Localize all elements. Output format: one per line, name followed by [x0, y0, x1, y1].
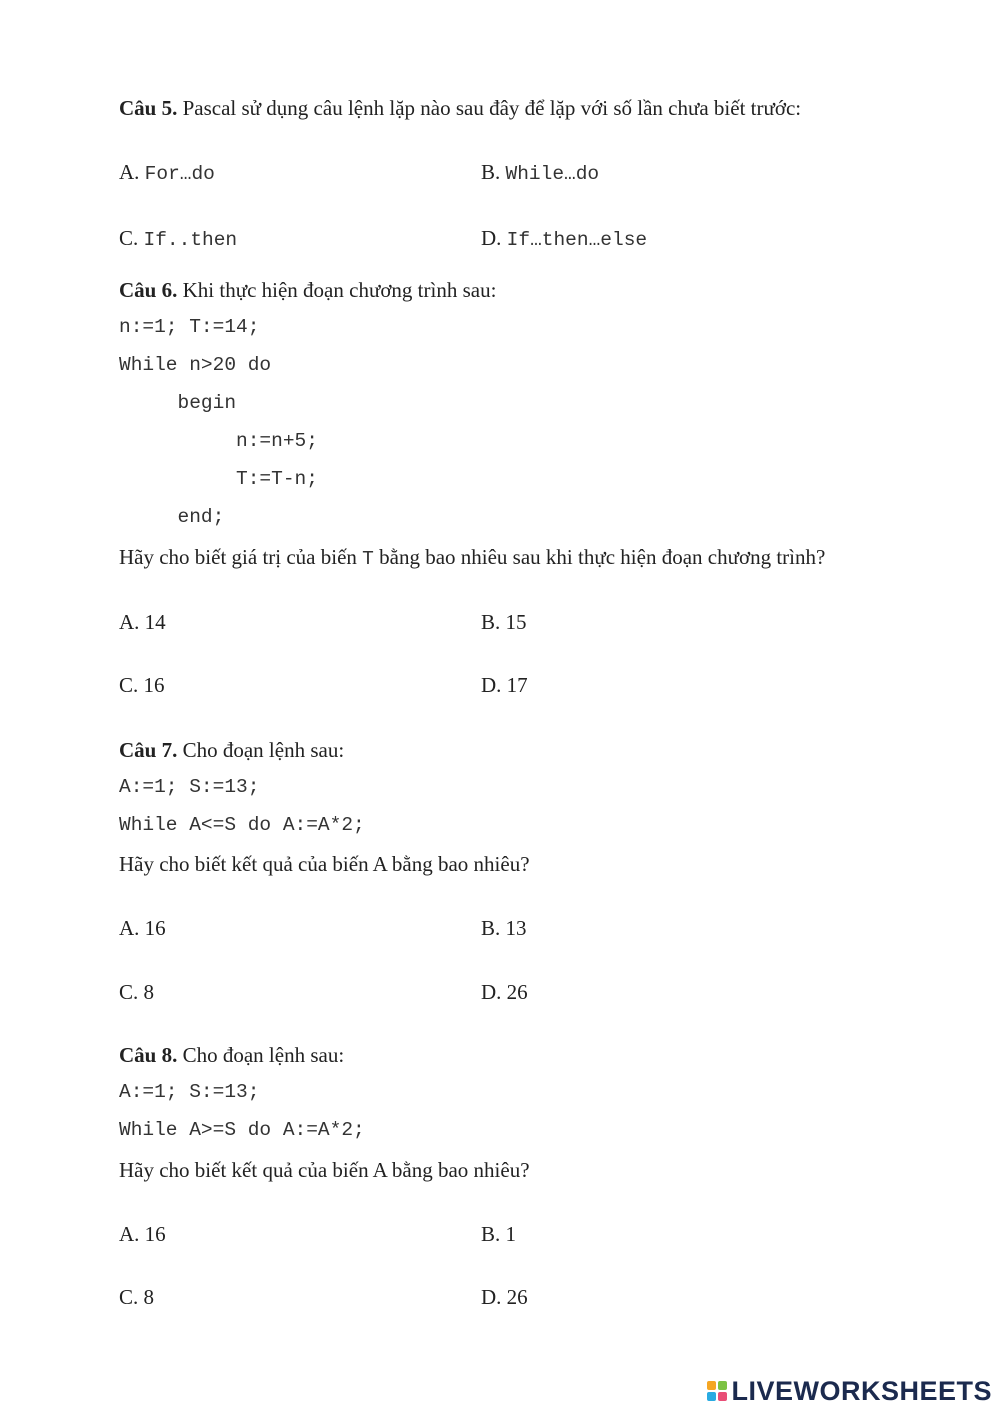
q6-question [119, 280, 496, 301]
liveworksheets-logo-icon [707, 1381, 727, 1401]
option-letter: B. [481, 160, 501, 184]
option-letter: D. [481, 226, 502, 250]
option-letter: C. [119, 1285, 139, 1309]
option-value: For…do [144, 163, 215, 185]
option-letter: B. [481, 916, 501, 940]
q5-option-c [119, 228, 237, 251]
q6-option-d [481, 675, 528, 696]
q7-option-b [481, 918, 527, 939]
q6-option-c [119, 675, 165, 696]
q6-code-line: begin [119, 392, 237, 414]
logo-square [707, 1381, 716, 1390]
option-value: If..then [143, 229, 238, 251]
option-value: 8 [143, 980, 155, 1004]
q7-text: Cho đoạn lệnh sau: [177, 738, 345, 762]
q5-text: Pascal sử dụng câu lệnh lặp nào sau đây để lặp với số lần chưa biết trước: [177, 96, 802, 120]
q8-option-a [119, 1224, 166, 1245]
option-letter: C. [119, 980, 139, 1004]
liveworksheets-logo [707, 1377, 992, 1405]
prompt-text: Hãy cho biết giá trị của biến [119, 545, 363, 569]
q6-prompt [119, 547, 825, 570]
logo-text: LIVEWORKSHEETS [731, 1375, 992, 1406]
option-value: 16 [144, 916, 166, 940]
option-letter: C. [119, 673, 139, 697]
q5-label: Câu 5. [119, 96, 178, 120]
q6-code-line: end; [119, 506, 225, 528]
q8-label: Câu 8. [119, 1043, 178, 1067]
q6-code-line: n:=n+5; [119, 430, 318, 452]
option-letter: B. [481, 1222, 501, 1246]
option-letter: D. [481, 980, 502, 1004]
q6-text: Khi thực hiện đoạn chương trình sau: [177, 278, 497, 302]
option-value: While…do [505, 163, 600, 185]
option-value: 16 [144, 1222, 166, 1246]
option-letter: D. [481, 673, 502, 697]
option-value: 13 [505, 916, 527, 940]
option-value: 15 [505, 610, 527, 634]
q7-option-d [481, 982, 528, 1003]
q5-option-a [119, 162, 215, 185]
option-letter: C. [119, 226, 139, 250]
option-value: 16 [143, 673, 165, 697]
option-value: If…then…else [506, 229, 648, 251]
q7-code-line: While A<=S do A:=A*2; [119, 814, 365, 836]
q8-code-line: A:=1; S:=13; [119, 1081, 260, 1103]
q8-prompt: Hãy cho biết kết quả của biến A bằng bao nhiêu? [119, 1158, 530, 1182]
q7-option-c [119, 982, 154, 1003]
option-letter: B. [481, 610, 501, 634]
logo-square [718, 1392, 727, 1401]
q8-option-b [481, 1224, 516, 1245]
q5-question [119, 98, 801, 119]
option-letter: A. [119, 916, 140, 940]
prompt-variable: T [362, 548, 374, 570]
q5-option-b [481, 162, 599, 185]
q8-text: Cho đoạn lệnh sau: [177, 1043, 345, 1067]
q8-question [119, 1045, 344, 1066]
q5-option-d [481, 228, 647, 251]
q7-label: Câu 7. [119, 738, 178, 762]
option-value: 17 [506, 673, 528, 697]
q8-option-c [119, 1287, 154, 1308]
q6-option-a [119, 612, 166, 633]
option-value: 1 [505, 1222, 517, 1246]
logo-square [707, 1392, 716, 1401]
option-letter: A. [119, 1222, 140, 1246]
q7-option-a [119, 918, 166, 939]
q8-option-d [481, 1287, 528, 1308]
q7-prompt: Hãy cho biết kết quả của biến A bằng bao nhiêu? [119, 852, 530, 876]
option-value: 26 [506, 980, 528, 1004]
q6-code-line: n:=1; T:=14; [119, 316, 260, 338]
q6-code-line: T:=T-n; [119, 468, 318, 490]
q7-code-line: A:=1; S:=13; [119, 776, 260, 798]
option-value: 8 [143, 1285, 155, 1309]
q6-code-line: While n>20 do [119, 354, 272, 376]
q6-option-b [481, 612, 527, 633]
logo-square [718, 1381, 727, 1390]
option-letter: A. [119, 160, 140, 184]
q7-question [119, 740, 344, 761]
prompt-text: bằng bao nhiêu sau khi thực hiện đoạn chương trình? [373, 545, 826, 569]
q6-label: Câu 6. [119, 278, 178, 302]
option-value: 14 [144, 610, 166, 634]
option-value: 26 [506, 1285, 528, 1309]
option-letter: D. [481, 1285, 502, 1309]
q8-code-line: While A>=S do A:=A*2; [119, 1119, 365, 1141]
option-letter: A. [119, 610, 140, 634]
